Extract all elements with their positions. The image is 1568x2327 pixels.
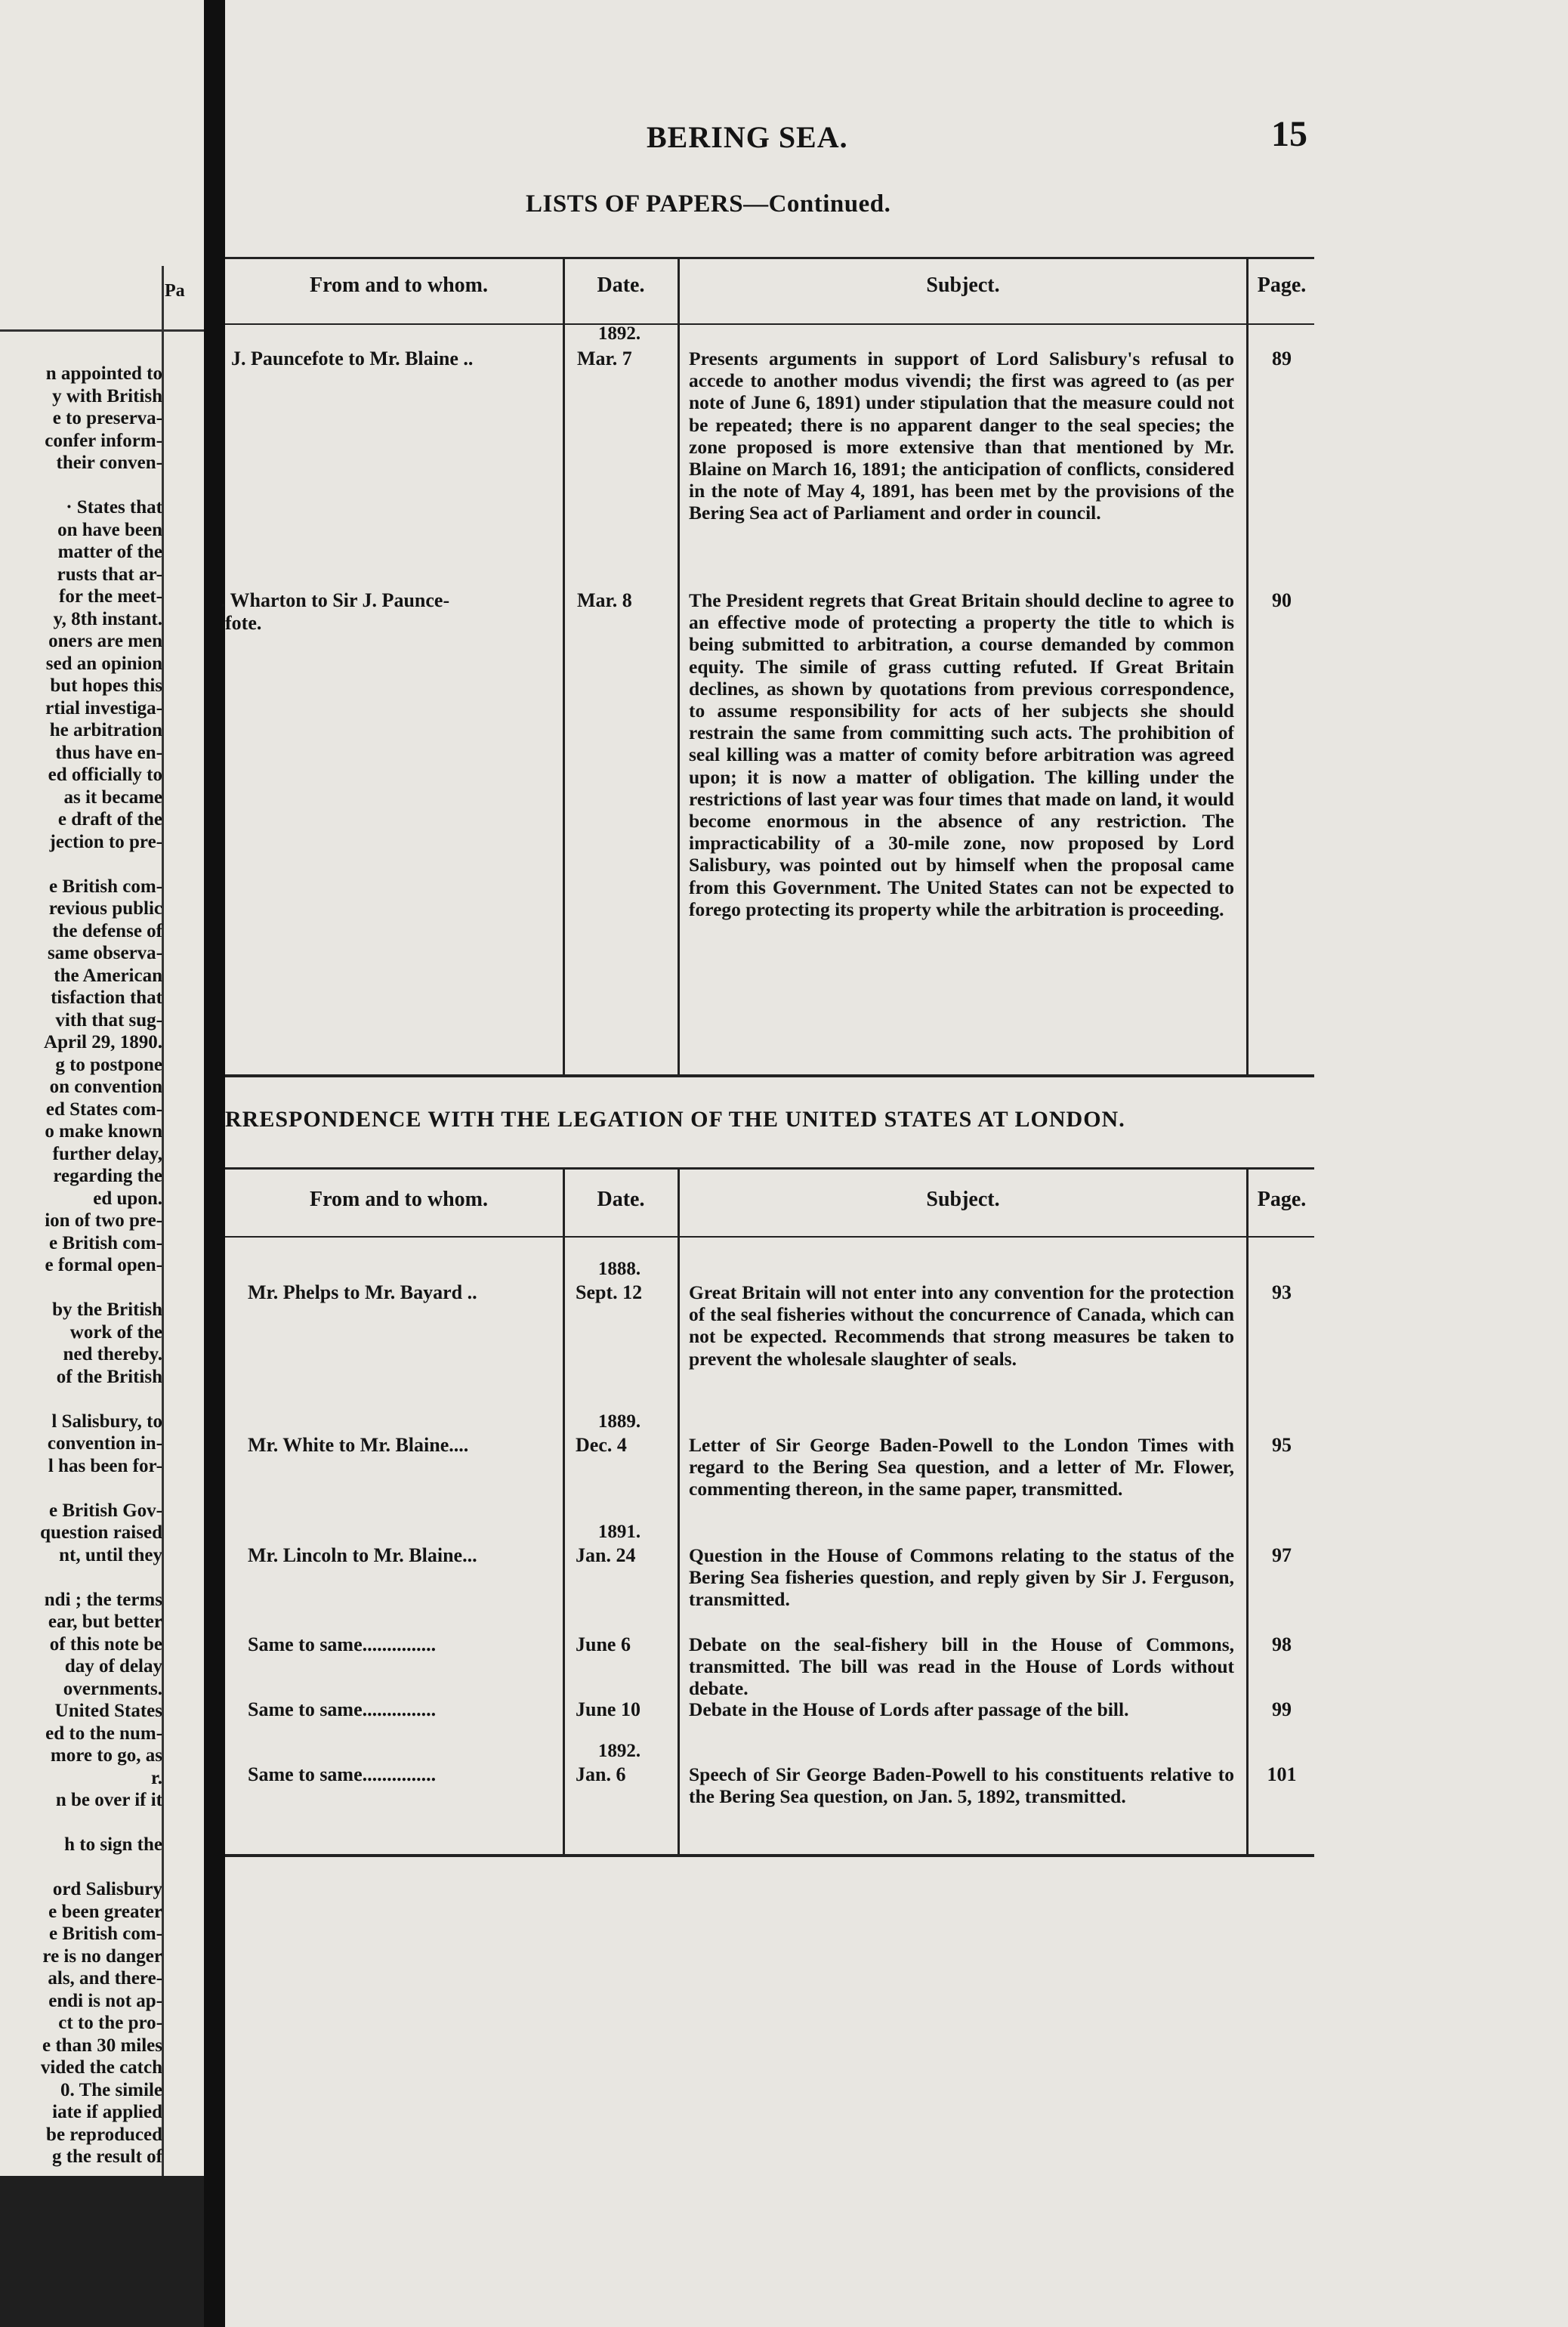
left-text-line: iate if applied (52, 2102, 162, 2122)
left-text-line: he arbitration (49, 720, 162, 740)
row-page: 95 (1272, 1434, 1292, 1456)
left-text-line: of the British (56, 1366, 162, 1387)
left-text-line: n be over if it (55, 1790, 162, 1810)
row-date: Dec. 4 (576, 1434, 627, 1456)
running-head: BERING SEA. (647, 120, 848, 154)
table-1-header-rule (225, 323, 1314, 325)
left-text-line: e been greater (48, 1901, 162, 1922)
row-year: 1888. (597, 1259, 641, 1279)
left-text-line (0, 1812, 162, 1834)
table-1-top-rule (225, 257, 1314, 259)
left-text-line: April 29, 1890. (44, 1032, 162, 1052)
left-text-line: their conven- (56, 453, 162, 473)
left-header-fragment: Pa (165, 281, 185, 301)
left-text-line: ndi ; the terms (44, 1589, 162, 1610)
left-text-line: tisfaction that (51, 987, 162, 1008)
left-text-line: revious public (48, 898, 162, 919)
left-text-line: more to go, as (50, 1745, 162, 1766)
left-text-line (0, 474, 162, 497)
left-text-line: r. (150, 1767, 162, 1788)
left-text-line: e formal open- (45, 1255, 162, 1275)
row-from-to-continued: fote. (225, 612, 262, 634)
row-date: Mar. 8 (577, 589, 632, 611)
table-1-date-divider (563, 257, 565, 1074)
left-text-line: confer inform- (45, 430, 162, 451)
left-text-line: y with British (52, 385, 162, 406)
left-text-line: 0. The simile (60, 2079, 162, 2100)
left-text-line: e British Gov- (49, 1500, 162, 1521)
row-date: June 6 (576, 1633, 631, 1655)
left-text-line: g to postpone (55, 1054, 162, 1075)
col-head-page: Page. (1257, 1188, 1307, 1211)
left-text-line: ed to the num- (45, 1723, 162, 1744)
row-page: 93 (1272, 1281, 1292, 1303)
row-subject: Question in the House of Commons relating to the status of the Bering Sea fisheries question, and reply given by Sir J. Ferguson, transmitted. (689, 1544, 1234, 1611)
left-text-line: oners are men (48, 631, 162, 651)
left-text-line (0, 1388, 162, 1411)
left-text-line: rtial investiga- (45, 697, 162, 718)
left-text-line: re is no danger (42, 1945, 162, 1967)
left-text-line: thus have en- (55, 742, 162, 763)
row-year: 1892. (597, 323, 641, 344)
left-text-line: ned thereby. (63, 1344, 162, 1364)
left-text-line (0, 1477, 162, 1500)
row-from-to: Mr. Lincoln to Mr. Blaine... (248, 1544, 477, 1566)
row-from-to: Same to same............... (248, 1633, 437, 1655)
row-date: Jan. 6 (576, 1763, 626, 1785)
left-text-line: ed States com- (45, 1099, 162, 1120)
left-text-line: l has been for- (48, 1455, 162, 1476)
left-text-line: · States that (66, 497, 162, 518)
left-text-line: o make known (45, 1121, 162, 1142)
col-head-subject: Subject. (926, 273, 1000, 297)
row-year: 1889. (597, 1411, 641, 1432)
row-page: 99 (1272, 1698, 1292, 1720)
row-date: Sept. 12 (576, 1281, 643, 1303)
left-text-line (0, 1856, 162, 1879)
col-head-date: Date. (597, 1188, 645, 1211)
left-text-line: sed an opinion (45, 653, 162, 674)
row-subject: The President regrets that Great Britain should decline to agree to an effective mode of protecting a property the title to which is being submitted to arbitration, a course demanded by common equity. The simile of grass cutting refuted. If Great Britain declines, as shown by quotations from previous correspondence, to assume responsibility for acts of her subjects she should restrain the same from committing such acts. The prohibition of seal killing was a matter of comity before arbitration was agreed upon; it is now a matter of obligation. The killing under the restrictions of last year was four times that made on land, it would become enormous in the absence of any restriction. The impracticability of a 30-mile zone, now proposed by Lord Salisbury, was pointed out by himself when the proposal came from this Government. The United States can not be expected to forego protecting its property while the arbitration is proceeding. (689, 589, 1234, 920)
row-page: 89 (1272, 348, 1292, 369)
left-text-line: further delay, (52, 1143, 162, 1164)
row-subject: Debate in the House of Lords after passage of the bill. (689, 1698, 1129, 1720)
left-text-line: rusts that ar- (57, 564, 162, 585)
row-year: 1891. (597, 1522, 641, 1542)
left-text-line: regarding the (53, 1166, 162, 1186)
section-title: RRESPONDENCE WITH THE LEGATION OF THE UNITED STATES AT LONDON. (225, 1107, 1125, 1132)
document-page (221, 0, 1568, 2327)
left-text-line (0, 1566, 162, 1589)
left-text-line: work of the (69, 1321, 162, 1343)
left-text-line: on convention (49, 1077, 162, 1097)
row-year: 1892. (597, 1741, 641, 1761)
left-text-line: as it became (63, 786, 162, 808)
left-text-line: vided the catch (40, 2057, 162, 2078)
left-text-line: ear, but better (48, 1612, 162, 1632)
left-text-line: the American (54, 965, 162, 986)
left-text-line: endi is not ap- (48, 1990, 162, 2011)
table-2-page-divider (1246, 1167, 1249, 1854)
left-text-line: overnments. (63, 1678, 162, 1699)
left-text-line: e to preserva- (52, 408, 162, 428)
left-text-line: nt, until they (59, 1544, 162, 1565)
row-from-to: J. Pauncefote to Mr. Blaine .. (231, 348, 474, 369)
table-2-header-rule (225, 1236, 1314, 1238)
row-from-to: Same to same............... (248, 1763, 437, 1785)
left-text-line: e than 30 miles (42, 2035, 162, 2056)
row-page: 97 (1272, 1544, 1292, 1566)
table-1-page-divider (1246, 257, 1249, 1074)
left-text-line: jection to pre- (49, 831, 162, 852)
book-gutter (204, 0, 225, 2327)
col-head-date: Date. (597, 273, 645, 297)
row-from-to: Mr. Phelps to Mr. Bayard .. (248, 1281, 477, 1303)
row-subject: Letter of Sir George Baden-Powell to the London Times with regard to the Bering Sea question, and a letter of Mr. Flower, commenting thereon, in the same paper, transmitted. (689, 1434, 1234, 1500)
left-text-line: y, 8th instant. (53, 608, 162, 629)
row-date: Mar. 7 (577, 348, 632, 369)
left-facing-page (0, 0, 204, 2176)
col-head-subject: Subject. (926, 1188, 1000, 1211)
left-text-line: day of delay (64, 1656, 162, 1676)
row-from-to: Mr. White to Mr. Blaine.... (248, 1434, 469, 1456)
left-text-line: ed upon. (93, 1188, 162, 1209)
left-text-line: h to sign the (64, 1834, 162, 1855)
row-date: June 10 (576, 1698, 640, 1720)
row-subject: Great Britain will not enter into any convention for the protection of the seal fisheries without the concurrence of Canada, which can not be expected. Recommends that strong measures be taken to prevent the wholesale slaughter of seals. (689, 1281, 1234, 1370)
left-text-line: for the meet- (59, 586, 162, 607)
left-text-line: same observa- (47, 943, 162, 963)
col-head-page: Page. (1257, 273, 1307, 297)
left-header-rule (0, 329, 204, 332)
col-head-from-to: From and to whom. (310, 273, 488, 297)
left-text-line: convention in- (47, 1433, 162, 1454)
row-from-to: . Wharton to Sir J. Paunce- (221, 589, 450, 611)
left-text-column (0, 363, 162, 2168)
row-page: 98 (1272, 1633, 1292, 1655)
left-text-line: ord Salisbury (52, 1879, 162, 1899)
left-text-line: ion of two pre- (45, 1210, 162, 1231)
left-text-line (0, 853, 162, 876)
left-text-line: ct to the pro- (58, 2013, 162, 2033)
left-text-line: l Salisbury, to (51, 1411, 162, 1432)
row-subject: Debate on the seal-fishery bill in the House of Commons, transmitted. The bill was read in the House of Lords without debate. (689, 1633, 1234, 1700)
left-text-line: n appointed to (45, 363, 162, 384)
left-text-line: but hopes this (50, 675, 162, 696)
left-text-line: e draft of the (57, 809, 162, 830)
left-text-line (0, 1277, 162, 1299)
left-text-line: be reproduced (46, 2124, 162, 2145)
page-number: 15 (1271, 114, 1307, 154)
left-text-line: e British com- (49, 1232, 162, 1253)
left-text-line: on have been (57, 519, 162, 540)
left-text-line: e British com- (49, 1924, 162, 1944)
left-text-line: matter of the (57, 542, 162, 562)
col-head-from-to: From and to whom. (310, 1188, 488, 1211)
row-date: Jan. 24 (576, 1544, 636, 1566)
left-text-line: the defense of (52, 920, 162, 941)
table-1-subject-divider (678, 257, 680, 1074)
lists-title: LISTS OF PAPERS—Continued. (526, 190, 891, 218)
row-page: 101 (1267, 1763, 1297, 1785)
table-2-subject-divider (678, 1167, 680, 1854)
row-subject: Speech of Sir George Baden-Powell to his constituents relative to the Bering Sea question, on Jan. 5, 1892, transmitted. (689, 1763, 1234, 1808)
left-text-line: of this note be (49, 1633, 162, 1655)
left-text-line: als, and there- (48, 1968, 162, 1989)
left-text-line: e British com- (49, 876, 162, 897)
table-1-bottom-rule (225, 1074, 1314, 1077)
left-text-line: United States (54, 1701, 162, 1721)
table-2-top-rule (225, 1167, 1314, 1170)
row-from-to: Same to same............... (248, 1698, 437, 1720)
left-text-line: vith that sug- (55, 1009, 162, 1031)
table-2-bottom-rule (225, 1854, 1314, 1857)
row-subject: Presents arguments in support of Lord Salisbury's refusal to accede to another modus vivendi; the first was agreed to (as per note of June 6, 1891) under stipulation that the measure could not be repeated; there is no apparent danger to the seal species; the zone proposed is more extensive than that mentioned by Mr. Blaine on March 16, 1891; the anticipation of conflicts, considered in the note of May 4, 1891, has been met by the provisions of the Bering Sea act of Parliament and order in council. (689, 348, 1234, 524)
table-2-date-divider (563, 1167, 565, 1854)
left-text-line: question raised (40, 1522, 162, 1543)
left-text-line: ed officially to (48, 765, 162, 785)
row-page: 90 (1272, 589, 1292, 611)
left-text-line: g the result of (51, 2146, 162, 2167)
left-text-line: by the British (52, 1299, 162, 1320)
